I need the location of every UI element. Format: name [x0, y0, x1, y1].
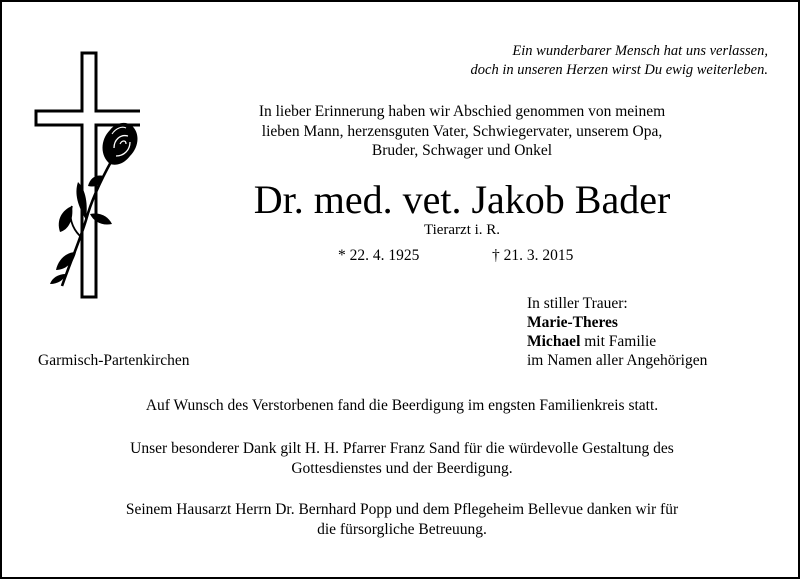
paragraph-line: Auf Wunsch des Verstorbenen fand die Beerdigung im engsten Familienkreis statt. [145, 397, 659, 414]
paragraph-line: die fürsorgliche Betreuung. [317, 521, 487, 538]
intro-line: lieben Mann, herzensguten Vater, Schwiegervater, unserem Opa, [261, 122, 663, 140]
paragraph-line: Gottesdienstes und der Beerdigung. [291, 460, 513, 477]
deceased-name: Dr. med. vet. Jakob Bader [253, 177, 671, 222]
paragraph-line: Seinem Hausarzt Herrn Dr. Bernhard Popp und dem Pflegeheim Bellevue danken wir für [125, 501, 679, 518]
mourners-others: im Namen aller Angehörigen [527, 352, 708, 369]
place-name: Garmisch-Partenkirchen [38, 352, 190, 369]
thanks-doctor [22, 500, 782, 540]
cross-icon [36, 53, 140, 297]
cross-rose-emblem [30, 48, 140, 303]
mourner-name: Marie-Theres [527, 314, 618, 331]
motto-line: doch in unseren Herzen wirst Du ewig weiterleben. [470, 62, 768, 78]
mourner-suffix: mit Familie [580, 333, 657, 350]
birth-date: * 22. 4. 1925 [338, 247, 420, 264]
mourner-name: Michael [527, 333, 581, 350]
mourner-line [527, 332, 787, 351]
mourners-heading: In stiller Trauer: [527, 295, 628, 312]
motto [302, 42, 768, 80]
mourners-block [527, 294, 787, 370]
motto-line: Ein wunderbarer Mensch hat uns verlassen, [512, 43, 768, 59]
intro-text [172, 102, 752, 161]
funeral-note [22, 396, 782, 416]
paragraph-line: Unser besonderer Dank gilt H. H. Pfarrer Franz Sand für die würdevolle Gestaltung des [130, 440, 674, 457]
thanks-pastor [22, 439, 782, 479]
intro-line: In lieber Erinnerung haben wir Abschied genommen von meinem [258, 103, 666, 120]
intro-line: Bruder, Schwager und Onkel [371, 142, 553, 159]
deceased-title: Tierarzt i. R. [423, 222, 501, 238]
death-date: † 21. 3. 2015 [492, 247, 574, 264]
